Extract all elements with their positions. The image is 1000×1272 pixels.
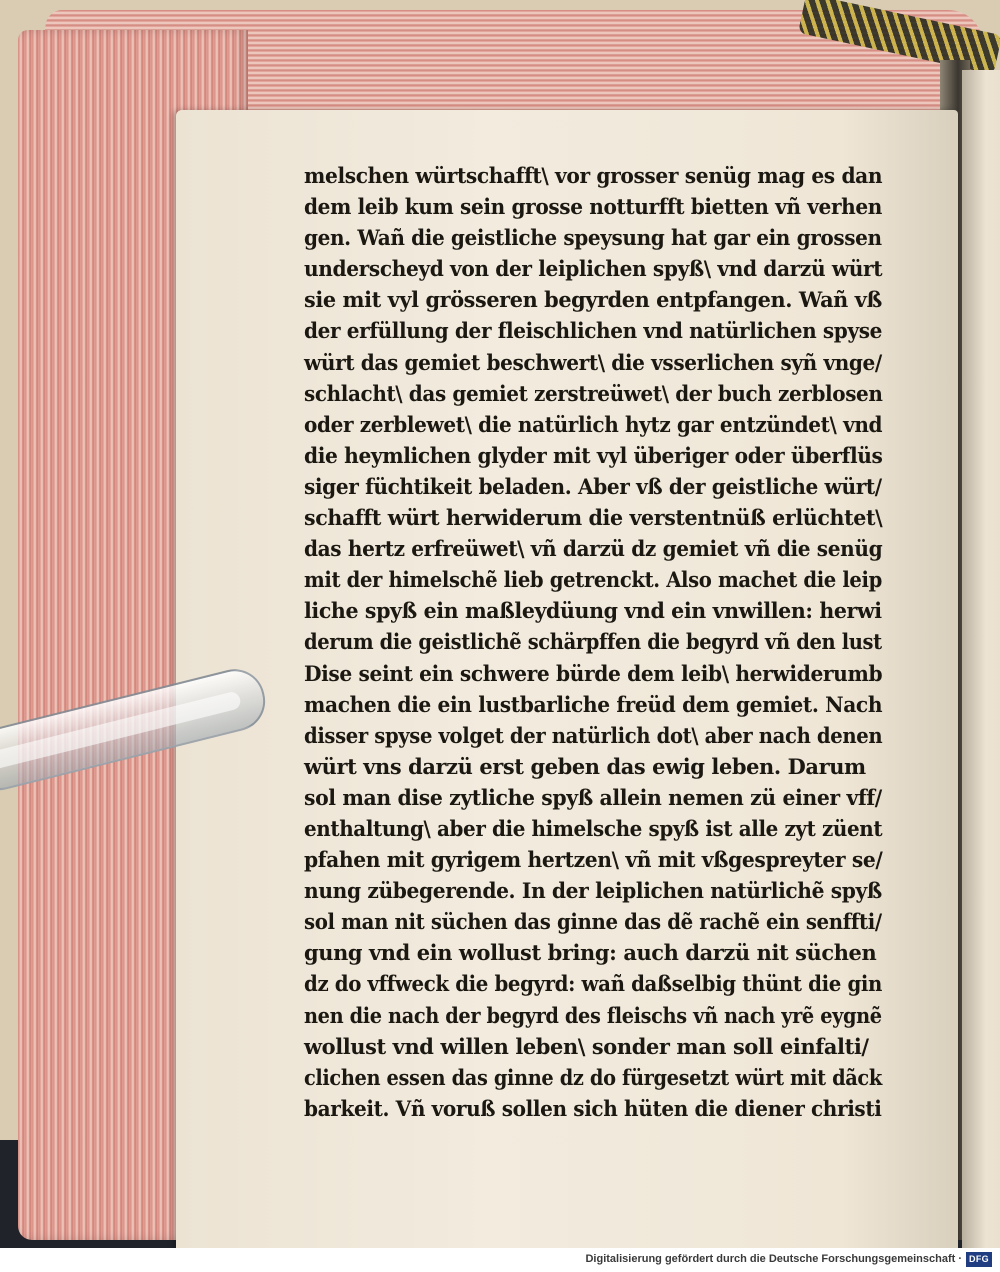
- text-line: das hertz erfreüwet\ vñ darzü dz gemiet vñ die senüg: [304, 536, 883, 562]
- dfg-logo-icon: DFG: [966, 1252, 992, 1267]
- text-line: pfahen mit gyrigem hertzen\ vñ mit vßgespreyter se/: [304, 847, 883, 873]
- text-line: würt das gemiet beschwert\ die vsserlichen syñ vnge/: [304, 349, 882, 375]
- text-line: schlacht\ das gemiet zerstreüwet\ der buch zerblosen: [304, 380, 883, 406]
- text-line: sol man dise zytliche spyß allein nemen zü einer vff/: [304, 784, 882, 810]
- text-block: [304, 160, 884, 1124]
- text-line: wollust vnd willen leben\ sonder man soll einfalti/: [304, 1033, 869, 1059]
- text-line: derum die geistlichẽ schärpffen die begyrd vñ den lust: [304, 629, 882, 655]
- text-line: nung zübegerende. In der leiplichen natürlichẽ spyß: [304, 878, 882, 904]
- text-line: nen die nach der begyrd des fleischs vñ nach yrẽ eygnẽ: [304, 1002, 882, 1028]
- text-line: mit der himelschẽ lieb getrenckt. Also machet die leip: [304, 567, 882, 593]
- text-line: machen die ein lustbarliche freüd dem gemiet. Nach: [304, 691, 883, 717]
- text-line: Dise seint ein schwere bürde dem leib\ herwiderumb: [304, 660, 883, 686]
- text-line: die heymlichen glyder mit vyl überiger oder überflüs: [304, 442, 883, 468]
- text-line: schafft würt herwiderum die verstentnüß erlüchtet\: [304, 505, 883, 531]
- text-line: clichen essen das ginne dz do fürgesetzt würt mit dãck: [304, 1064, 882, 1090]
- text-line: dem leib kum sein grosse notturfft bietten vñ verhen: [304, 194, 883, 220]
- text-line: oder zerblewet\ die natürlich hytz gar entzündet\ vnd: [304, 411, 883, 437]
- text-line: dz do vffweck die begyrd: wañ daßselbig thünt die gin: [304, 971, 883, 997]
- text-line: liche spyß ein maßleydüung vnd ein vnwillen: herwi: [304, 598, 882, 624]
- text-line: der erfüllung der fleischlichen vnd natürlichen spyse: [304, 318, 883, 344]
- text-line: barkeit. Vñ voruß sollen sich hüten die diener christi: [304, 1095, 882, 1121]
- text-line: disser spyse volget der natürlich dot\ aber nach denen: [304, 722, 883, 748]
- text-line: enthaltung\ aber die himelsche spyß ist alle zyt züent: [304, 815, 883, 841]
- text-line: melschen würtschafft\ vor grosser senüg mag es dan: [304, 163, 883, 188]
- text-line: underscheyd von der leiplichen spyß\ vnd darzü würt: [304, 256, 883, 282]
- printed-page: [176, 110, 958, 1248]
- credit-bar: [0, 1248, 1000, 1272]
- facing-page: [962, 70, 1000, 1248]
- text-line: gen. Wañ die geistliche speysung hat gar ein grossen: [304, 225, 882, 251]
- text-line: gung vnd ein wollust bring: auch darzü nit süchen: [304, 940, 877, 966]
- text-line: sol man nit süchen das ginne das dẽ rachẽ ein senffti/: [304, 909, 882, 935]
- credit-text: Digitalisierung gefördert durch die Deutsche Forschungsgemeinschaft ·: [585, 1253, 962, 1265]
- text-line: würt vns darzü erst geben das ewig leben. Darum: [304, 753, 866, 779]
- text-line: siger füchtikeit beladen. Aber vß der geistliche würt/: [304, 473, 882, 499]
- text-line: sie mit vyl grösseren begyrden entpfangen. Wañ vß: [304, 287, 882, 313]
